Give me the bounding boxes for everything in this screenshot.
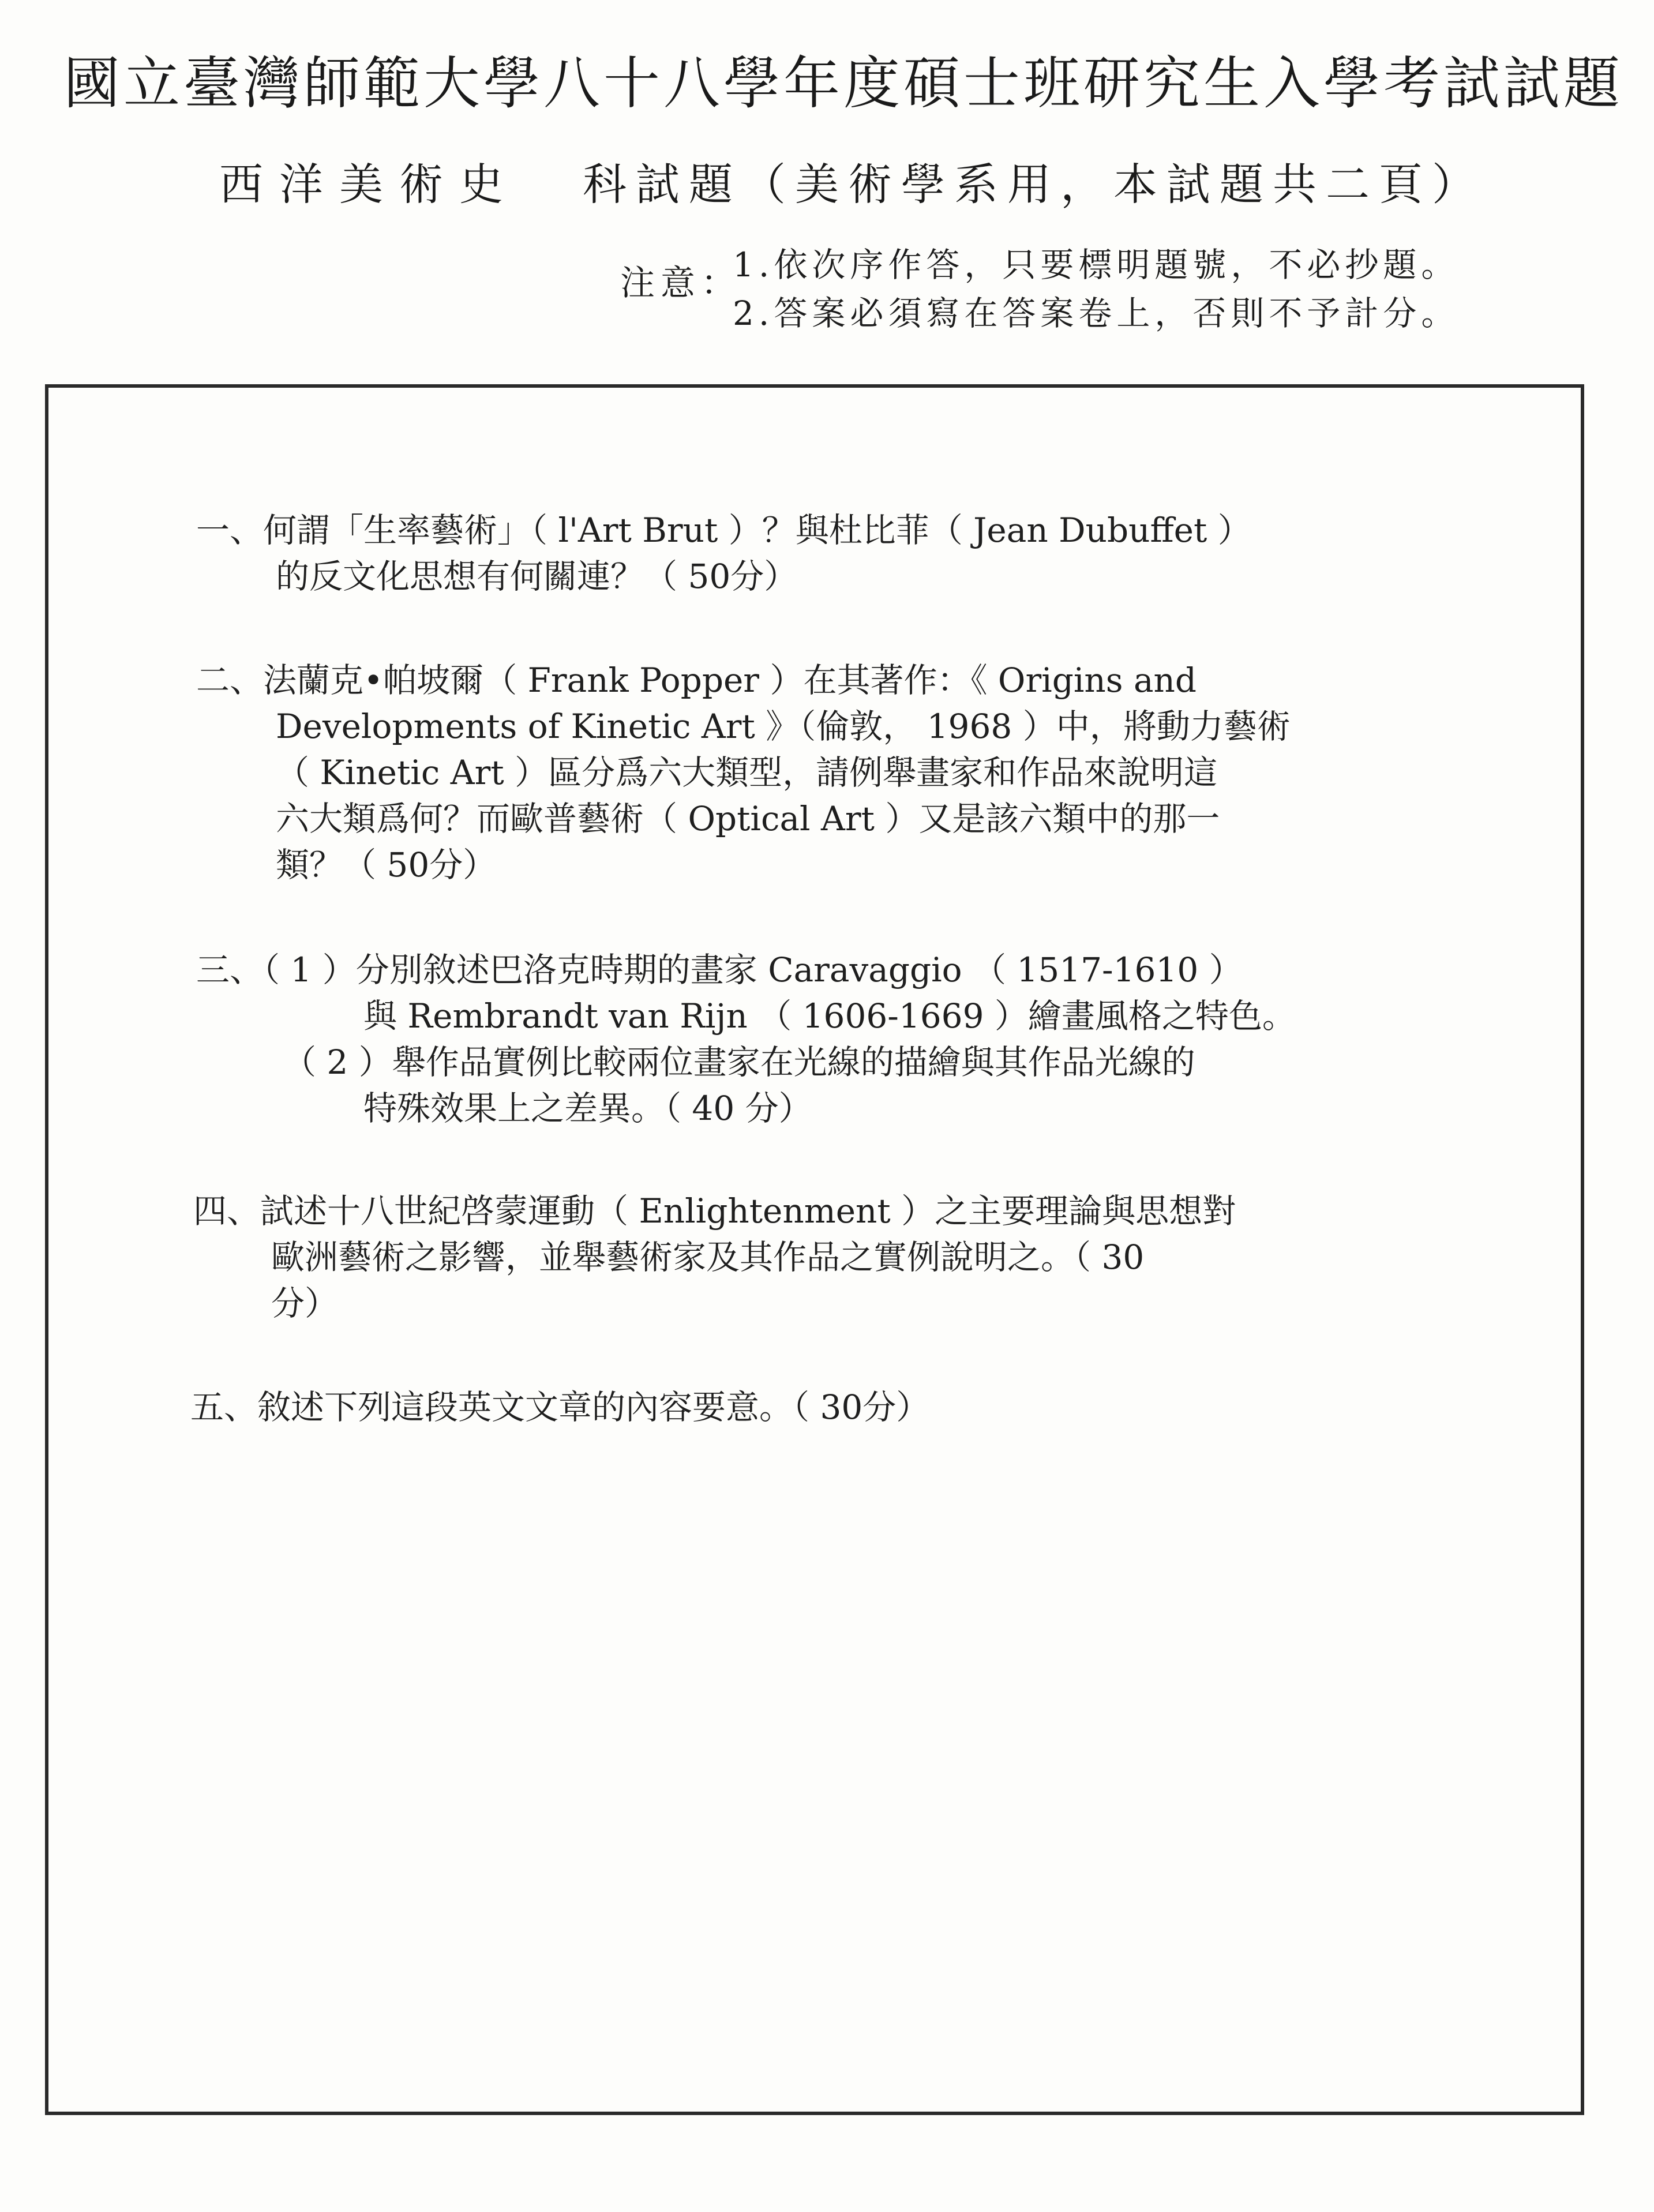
question-3-line: 三、（ 1 ）分別敘述巴洛克時期的畫家 Caravaggio （ 1517-1610 ）: [196, 950, 1243, 989]
question-3-line: （ 2 ）舉作品實例比較兩位畫家在光線的描繪與其作品光線的: [283, 1043, 1195, 1082]
notice-item: 2.答案必須寫在答案卷上，否則不予計分。: [733, 294, 1460, 333]
question-2-line: 六大類爲何？而歐普藝術（ Optical Art ）又是該六類中的那一: [276, 799, 1220, 838]
question-1-line: 一、何謂「生率藝術」（ l'Art Brut ）？與杜比菲（ Jean Dubuffet ）: [196, 511, 1251, 550]
question-2-line: 二、法蘭克•帕坡爾（ Frank Popper ）在其著作：《 Origins and: [196, 661, 1197, 700]
question-5-line: 五、敘述下列這段英文文章的內容要意。（ 30分）: [190, 1388, 930, 1427]
notice-item: 1.依次序作答，只要標明題號，不必抄題。: [733, 245, 1460, 284]
notice-label: 注意：: [620, 263, 741, 303]
question-4-line: 四、試述十八世紀啓蒙運動（ Enlightenment ）之主要理論與思想對: [193, 1191, 1236, 1231]
question-4-line: 歐洲藝術之影響，並舉藝術家及其作品之實例說明之。（ 30: [271, 1238, 1145, 1277]
paper-info: 科試題（美術學系用，本試題共二頁）: [583, 159, 1485, 210]
question-2-line: （ Kinetic Art ）區分爲六大類型，請例舉畫家和作品來說明這: [276, 753, 1218, 792]
question-4-line: 分）: [271, 1284, 339, 1323]
subject-name: 西洋美術史: [219, 159, 519, 210]
question-3-line: 特殊效果上之差異。（ 40 分）: [363, 1089, 812, 1128]
question-1-line: 的反文化思想有何關連？（ 50分）: [276, 557, 798, 596]
question-2-line: 類？（ 50分）: [276, 845, 497, 884]
question-2-line: Developments of Kinetic Art 》（倫敦， 1968 ）中，將動力藝術: [276, 707, 1291, 746]
exam-title: 國立臺灣師範大學八十八學年度碩士班研究生入學考試試題: [63, 51, 1624, 117]
question-3-line: 與 Rembrandt van Rijn （ 1606-1669 ）繪畫風格之特色。: [363, 996, 1296, 1036]
